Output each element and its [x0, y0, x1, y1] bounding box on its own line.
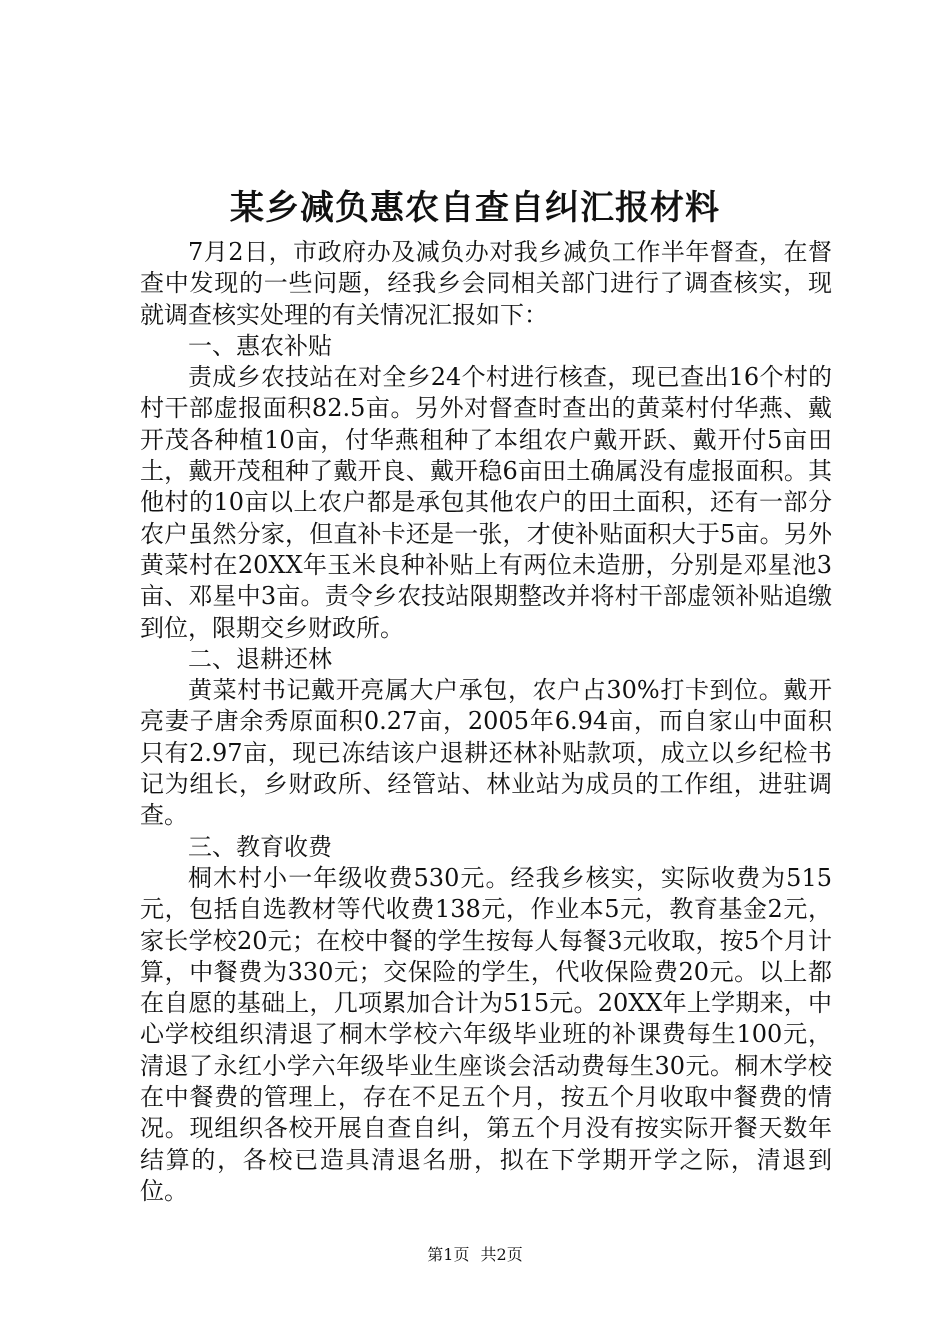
document-title: 某乡减负惠农自查自纠汇报材料: [230, 188, 720, 228]
section-heading-reforestation: 二、退耕还林: [188, 644, 332, 673]
page-number: 第1页: [427, 1245, 470, 1264]
paragraph-reforestation: 黄菜村书记戴开亮属大户承包，农户占30%打卡到位。戴开亮妻子唐余秀原面积0.27亩，2005年6.94亩，而自家山中面积只有2.97亩，现已冻结该户退耕还林补贴款项，成立以乡纪检书记为组长，乡财政所、经管站、林业站为成员的工作组，进驻调查。: [140, 676, 832, 830]
page-total: 共2页: [480, 1245, 523, 1264]
section-heading-education-fees: 三、教育收费: [188, 832, 332, 861]
page-footer: [0, 1244, 950, 1266]
paragraph-intro: 7月2日，市政府办及减负办对我乡减负工作半年督查，在督查中发现的一些问题，经我乡会同相关部门进行了调查核实，现就调查核实处理的有关情况汇报如下：: [140, 238, 832, 329]
paragraph-subsidy: 责成乡农技站在对全乡24个村进行核查，现已查出16个村的村干部虚报面积82.5亩。另外对督查时查出的黄菜村付华燕、戴开茂各种植10亩，付华燕租种了本组农户戴开跃、戴开付5亩田土，戴开茂租种了戴开良、戴开稳6亩田土确属没有虚报面积。其他村的10亩以上农户都是承包其他农户的田土面积，还有一部分农户虽然分家，但直补卡还是一张，才使补贴面积大于5亩。另外黄菜村在20XX年玉米良种补贴上有两位未造册，分别是邓星池3亩、邓星中3亩。责令乡农技站限期整改并将村干部虚领补贴追缴到位，限期交乡财政所。: [140, 363, 832, 642]
section-heading-subsidy: 一、惠农补贴: [188, 331, 332, 360]
paragraph-education-fees: 桐木村小一年级收费530元。经我乡核实，实际收费为515元，包括自选教材等代收费138元，作业本5元，教育基金2元，家长学校20元；在校中餐的学生按每人每餐3元收取，按5个月计算，中餐费为330元；交保险的学生，代收保险费20元。以上都在自愿的基础上，几项累加合计为515元。20XX年上学期来，中心学校组织清退了桐木学校六年级毕业班的补课费每生100元，清退了永红小学六年级毕业生座谈会活动费每生30元。桐木学校在中餐费的管理上，存在不足五个月，按五个月收取中餐费的情况。现组织各校开展自查自纠，第五个月没有按实际开餐天数年结算的，各校已造具清退名册，拟在下学期开学之际，清退到位。: [140, 863, 832, 1205]
document-body: [140, 237, 832, 1207]
